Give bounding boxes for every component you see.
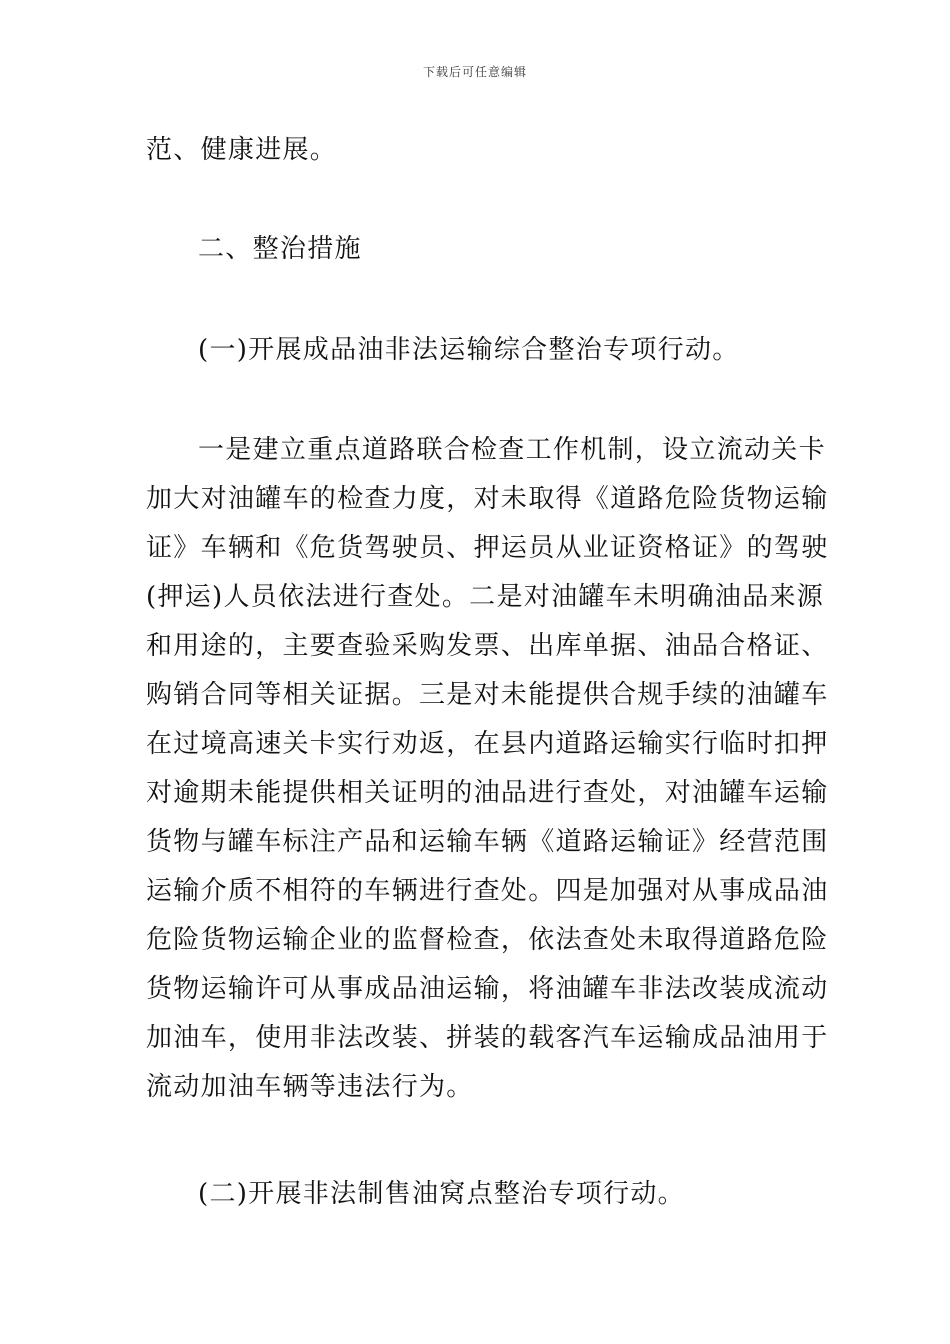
paragraph-line: 在过境高速关卡实行劝返，在县内道路运输实行临时扣押 <box>146 729 829 759</box>
section-heading: 二、整治措施 <box>198 234 362 264</box>
paragraph-line: 加油车，使用非法改装、拼装的载客汽车运输成品油用于 <box>146 1023 829 1053</box>
paragraph-line: (押运)人员依法进行查处。二是对油罐车未明确油品来源 <box>146 582 825 612</box>
paragraph-line: 运输介质不相符的车辆进行查处。四是加强对从事成品油 <box>146 876 829 906</box>
paragraph-line: 流动加油车辆等违法行为。 <box>146 1072 474 1102</box>
paragraph-line: 购销合同等相关证据。三是对未能提供合规手续的油罐车 <box>146 680 829 710</box>
page-header: 下载后可任意编辑 <box>422 65 527 79</box>
paragraph-line: 证》车辆和《危货驾驶员、押运员从业证资格证》的驾驶 <box>146 533 829 563</box>
subsection-heading-1: (一)开展成品油非法运输综合整治专项行动。 <box>198 335 740 365</box>
paragraph-line: 货物运输许可从事成品油运输，将油罐车非法改装成流动 <box>146 974 829 1004</box>
paragraph-line: 和用途的，主要查验采购发票、出库单据、油品合格证、 <box>146 631 829 661</box>
paragraph-line: 危险货物运输企业的监督检查，依法查处未取得道路危险 <box>146 925 829 955</box>
subsection-heading-2: (二)开展非法制售油窝点整治专项行动。 <box>198 1179 685 1209</box>
body-paragraph <box>146 426 829 1112</box>
paragraph-line: 一是建立重点道路联合检查工作机制，设立流动关卡 <box>198 435 826 465</box>
continuation-text: 范、健康进展。 <box>146 135 338 165</box>
paragraph-line: 对逾期未能提供相关证明的油品进行查处，对油罐车运输 <box>146 778 829 808</box>
paragraph-line: 货物与罐车标注产品和运输车辆《道路运输证》经营范围 <box>146 827 829 857</box>
paragraph-line: 加大对油罐车的检查力度，对未取得《道路危险货物运输 <box>146 484 829 514</box>
